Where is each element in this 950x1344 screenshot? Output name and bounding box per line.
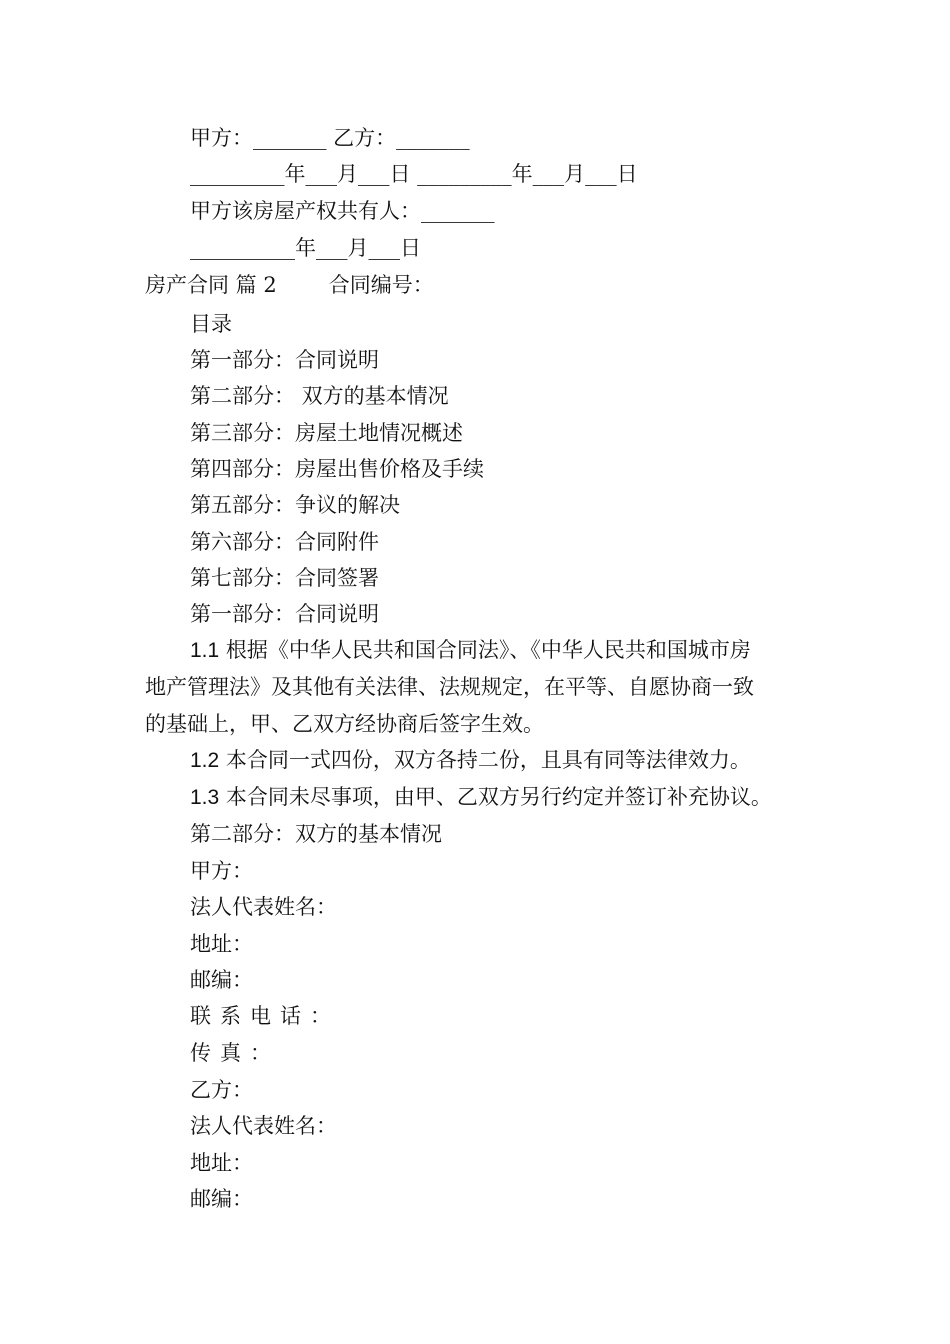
clause-1-2-text: 本合同一式四份，双方各持二份，且具有同等法律效力。 [225, 748, 751, 772]
clause-1-3-text: 本合同未尽事项，由甲、乙双方另行约定并签订补充协议。 [225, 785, 772, 809]
party-a-phone: 联系电话： [190, 1004, 340, 1028]
toc-item-3: 第三部分：房屋土地情况概述 [190, 421, 463, 445]
clause-1-1-line-3: 的基础上，甲、乙双方经协商后签字生效。 [145, 712, 544, 736]
co-owner-line: 甲方该房屋产权共有人：_______ [190, 199, 495, 223]
clause-1-1-line-1 [190, 636, 751, 664]
clause-1-2 [190, 746, 751, 774]
party-a-representative: 法人代表姓名： [190, 895, 337, 919]
clause-1-1-line-2: 地产管理法》及其他有关法律、法规规定，在平等、自愿协商一致 [145, 675, 754, 699]
clause-1-1-number: 1.1 [190, 639, 220, 662]
party-b-postcode: 邮编： [190, 1187, 253, 1211]
contract-title: 房产合同 篇 2 [145, 273, 277, 297]
co-owner-date-line: __________年___月___日 [190, 236, 421, 260]
clause-1-2-number: 1.2 [190, 749, 220, 772]
party-a-address: 地址： [190, 932, 253, 956]
toc-title: 目录 [190, 312, 232, 336]
party-a-label: 甲方： [190, 859, 253, 883]
toc-item-7: 第七部分：合同签署 [190, 566, 379, 590]
part-two-heading: 第二部分：双方的基本情况 [190, 822, 442, 846]
contract-number-label: 合同编号： [328, 273, 434, 297]
signature-parties-line: 甲方：_______ 乙方：_______ [190, 126, 470, 150]
toc-item-5: 第五部分：争议的解决 [190, 493, 400, 517]
toc-item-6: 第六部分：合同附件 [190, 530, 379, 554]
part-one-heading: 第一部分：合同说明 [190, 602, 379, 626]
clause-1-1-text: 根据《中华人民共和国合同法》、《中华人民共和国城市房 [225, 638, 751, 662]
section-heading [145, 271, 434, 299]
party-b-label: 乙方： [190, 1078, 253, 1102]
party-b-representative: 法人代表姓名： [190, 1114, 337, 1138]
toc-item-2: 第二部分： 双方的基本情况 [190, 384, 449, 408]
party-a-fax: 传真： [190, 1041, 280, 1065]
party-b-address: 地址： [190, 1151, 253, 1175]
toc-item-4: 第四部分：房屋出售价格及手续 [190, 457, 484, 481]
toc-item-1: 第一部分：合同说明 [190, 348, 379, 372]
party-a-postcode: 邮编： [190, 968, 253, 992]
signature-dates-line: _________年___月___日 _________年___月___日 [190, 162, 638, 186]
clause-1-3 [190, 783, 772, 811]
clause-1-3-number: 1.3 [190, 786, 220, 809]
